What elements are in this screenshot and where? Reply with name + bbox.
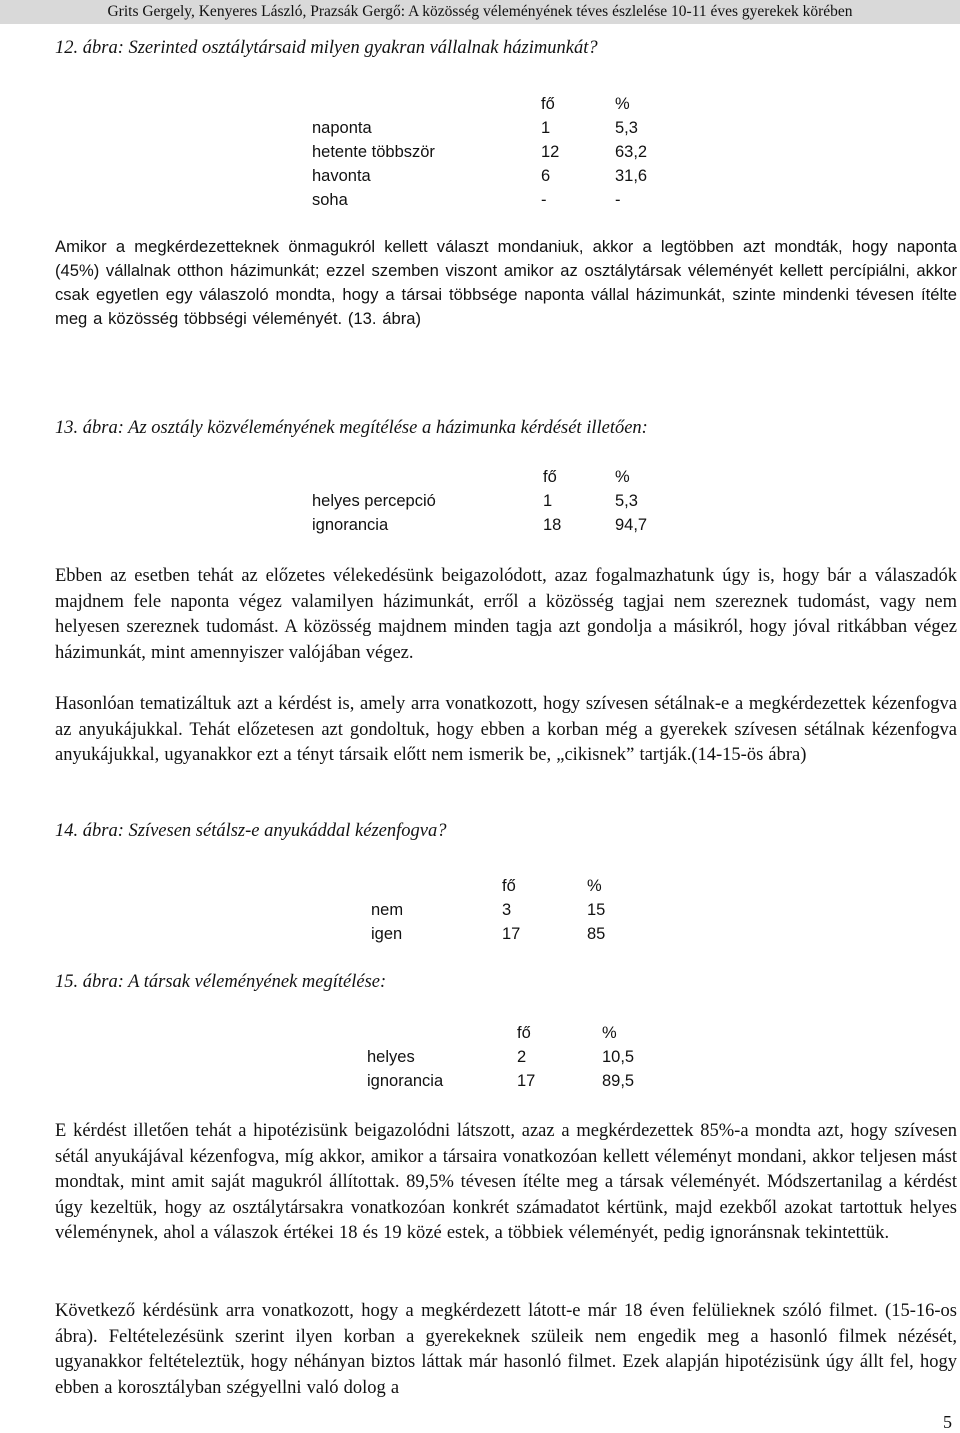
table-row (312, 140, 675, 164)
figure-15-table (367, 1021, 662, 1093)
table-header-row (312, 465, 675, 489)
row-label: nem (371, 901, 404, 919)
row-label: helyes percepció (312, 492, 436, 510)
figure-12-caption: 12. ábra: Szerinted osztálytársaid milyen gyakran vállalnak házimunkát? (55, 38, 598, 58)
row-label: hetente többször (312, 143, 435, 161)
row-label: igen (371, 925, 403, 943)
row-percent: 5,3 (615, 119, 638, 137)
table-header-row (367, 1021, 662, 1045)
figure-13-table (312, 465, 675, 537)
table-row (312, 489, 675, 513)
header-cell-percent: % (615, 468, 630, 486)
header-cell-fo: fő (502, 877, 516, 895)
row-percent: 15 (587, 901, 606, 919)
table-row (367, 1069, 662, 1093)
table-header-row (371, 874, 647, 898)
table-row (312, 513, 675, 537)
row-count: - (541, 191, 547, 209)
header-cell-fo: fő (517, 1024, 531, 1042)
header-cell-percent: % (615, 95, 630, 113)
table-header-row (312, 92, 675, 116)
paragraph-1: Amikor a megkérdezetteknek önmagukról kellett választ mondaniuk, akkor a legtöbben azt mondták, hogy naponta (45%) vállalnak otthon házimunkát; ezzel szemben viszont amikor az osztálytársak véleményét kellett percípiálni, akkor csak egyetlen egy válaszoló mondta, hogy a társai többsége naponta vállal házimunkát, szinte mindenki tévesen ítélte meg a közösség többségi véleményét. (13. ábra) (55, 237, 957, 328)
row-percent: 31,6 (615, 167, 648, 185)
row-count: 1 (543, 492, 553, 510)
header-cell-percent: % (602, 1024, 617, 1042)
figure-14-caption: 14. ábra: Szívesen sétálsz-e anyukáddal kézenfogva? (55, 821, 447, 841)
paragraph-2: Ebben az esetben tehát az előzetes vélekedésünk beigazolódott, azaz fogalmazhatunk úgy is, hogy bár a válaszadók majdnem fele naponta végez valamilyen házimunkát, erről a közösség tagjai nem szereznek tudomást, vagy nem helyesen szereznek tudomást. A közösség majdnem minden tagja azt gondolja a másikról, hogy jóval ritkábban végez házimunkát, mint amennyiszer valójában végez. (55, 566, 957, 663)
header-cell (371, 874, 502, 898)
figure-14-table (371, 874, 647, 946)
row-label: soha (312, 191, 348, 209)
row-label: naponta (312, 119, 372, 137)
row-count: 2 (517, 1048, 527, 1066)
row-percent: 85 (587, 925, 606, 943)
row-label: ignorancia (367, 1072, 444, 1090)
row-percent: 94,7 (615, 516, 648, 534)
header-cell (367, 1021, 517, 1045)
header-cell-fo: fő (543, 468, 557, 486)
row-count: 6 (541, 167, 551, 185)
row-percent: 89,5 (602, 1072, 635, 1090)
row-percent: 63,2 (615, 143, 648, 161)
header-cell-fo: fő (541, 95, 555, 113)
row-percent: 10,5 (602, 1048, 635, 1066)
row-label: havonta (312, 167, 371, 185)
row-count: 17 (517, 1072, 536, 1090)
row-count: 3 (502, 901, 512, 919)
table-row (371, 898, 647, 922)
header-cell-percent: % (587, 877, 602, 895)
table-row (312, 164, 675, 188)
figure-13-caption: 13. ábra: Az osztály közvéleményének megítélése a házimunka kérdését illetően: (55, 418, 648, 438)
table-row (367, 1045, 662, 1069)
header-cell (312, 92, 541, 116)
page-number: 5 (943, 1412, 952, 1432)
table-row (312, 116, 675, 140)
row-count: 18 (543, 516, 562, 534)
paragraph-4: E kérdést illetően tehát a hipotézisünk beigazolódni látszott, azaz a megkérdezettek 85%-a mondta azt, hogy szívesen sétál anyukájával kézenfogva, míg akkor, amikor a társaira vonatkozóan kellett véleményt mondani, akkor teljesen mást mondtak, mint amit saját magukról állítottak. 89,5% tévesen ítélte meg a társak véleményét. Módszertanilag a kérdést úgy kezeltük, hogy az osztálytársakra vonatkozóan konkrét számadatot kértünk, majd ezekből azokat tartottuk helyes véleménynek, ahol a válaszok értékei 18 és 19 közé estek, a többiek véleményét, pedig ignoránsnak tekintettük. (55, 1121, 957, 1244)
row-label: ignorancia (312, 516, 389, 534)
paragraph-3: Hasonlóan tematizáltuk azt a kérdést is, amely arra vonatkozott, hogy szívesen sétálnak-e a megkérdezettek kézenfogva az anyukájukkal. Tehát előzetesen azt gondoltuk, hogy ebben a korban még a gyerekek szívesen sétálnak kézenfogva anyukájukkal, ugyanakkor ezt a tényt társaik előtt nem ismerik be, „cikisnek” tartják.(14-15-ös ábra) (55, 694, 957, 766)
row-count: 12 (541, 143, 560, 161)
row-label: helyes (367, 1048, 415, 1066)
row-count: 17 (502, 925, 521, 943)
paragraph-5: Következő kérdésünk arra vonatkozott, hogy a megkérdezett látott-e már 18 éven felülieknek szóló filmet. (15-16-os ábra). Feltételezésünk szerint ilyen korban a gyerekeknek szüleik nem engedik meg a hasonló filmek nézését, ugyanakkor feltételeztük, hogy néhányan biztos láttak már hasonló filmet. Ezek alapján hipotézisünk úgy állt fel, hogy ebben a korosztályban szégyellni való dolog a (55, 1301, 957, 1398)
figure-15-caption: 15. ábra: A társak véleményének megítélése: (55, 972, 387, 992)
figure-12-table (312, 92, 675, 212)
table-row (312, 188, 675, 212)
row-percent: - (615, 191, 621, 209)
header-cell (312, 465, 543, 489)
row-count: 1 (541, 119, 551, 137)
running-header: Grits Gergely, Kenyeres László, Prazsák Gergő: A közösség véleményének téves észlelése 10-11 éves gyerekek körében (0, 0, 960, 24)
table-row (371, 922, 647, 946)
row-percent: 5,3 (615, 492, 638, 510)
